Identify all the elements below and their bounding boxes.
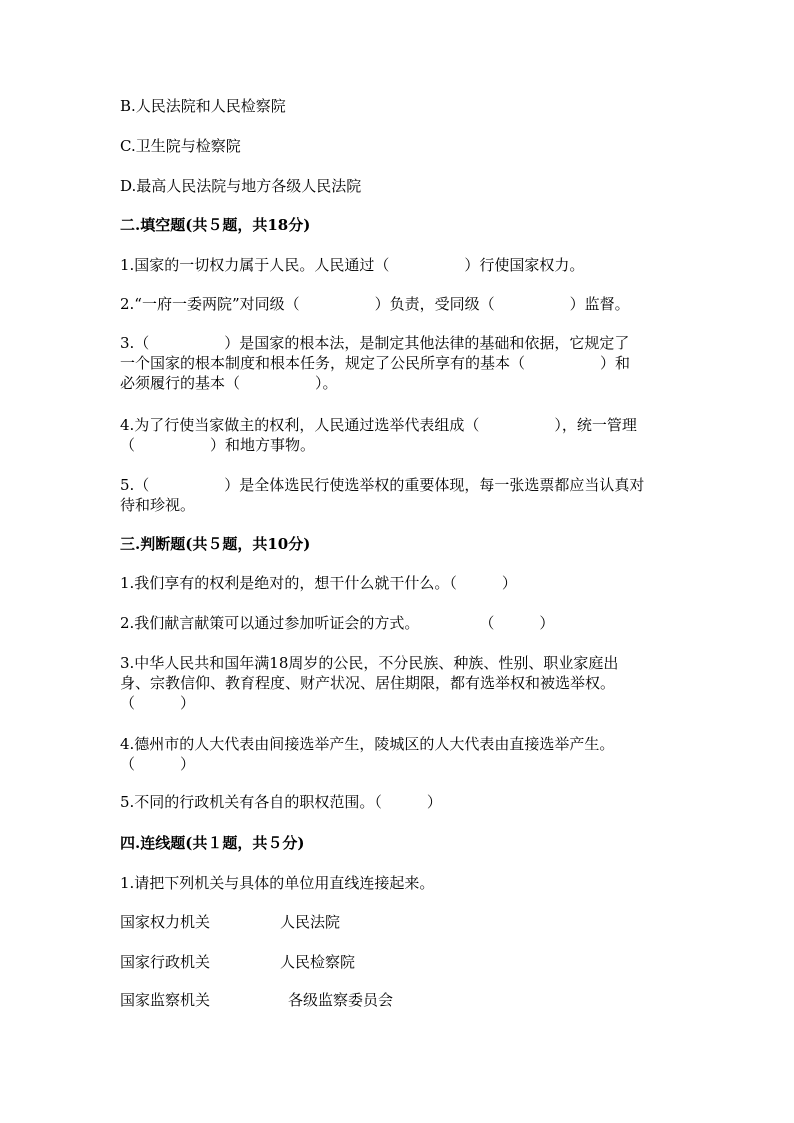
fill-question-5-line-1: 5.（ ）是全体选民行使选举权的重要体现，每一张选票都应当认真对 — [120, 476, 645, 494]
judgment-question-3-line-3: （ ） — [120, 694, 196, 712]
matching-question-1: 1.请把下列机关与具体的单位用直线连接起来。 — [120, 874, 435, 892]
section-judgment-heading: 三.判断题(共５题，共10分) — [120, 535, 311, 553]
judgment-question-4-line-2: （ ） — [120, 755, 196, 773]
section-matching-heading: 四.连线题(共１题，共５分) — [120, 834, 305, 852]
fill-question-5-line-2: 待和珍视。 — [120, 496, 196, 514]
matching-left-item: 国家行政机关 — [120, 953, 211, 971]
fill-question-1: 1.国家的一切权力属于人民。人民通过（ ）行使国家权力。 — [120, 256, 585, 274]
matching-right-item: 人民检察院 — [280, 953, 356, 971]
matching-left-item: 国家监察机关 — [120, 991, 211, 1009]
matching-right-item: 人民法院 — [280, 913, 341, 931]
fill-question-3-line-2: 一个国家的根本制度和根本任务，规定了公民所享有的基本（ ）和 — [120, 354, 631, 372]
matching-left-item: 国家权力机关 — [120, 913, 211, 931]
judgment-question-3-line-2: 身、宗教信仰、教育程度、财产状况、居住期限，都有选举权和被选举权。 — [120, 674, 616, 692]
judgment-question-5: 5.不同的行政机关有各自的职权范围。（ ） — [120, 793, 442, 811]
fill-question-2: 2.“一府一委两院”对同级（ ）负责，受同级（ ）监督。 — [120, 295, 630, 313]
fill-question-4-line-1: 4.为了行使当家做主的权利，人民通过选举代表组成（ ），统一管理 — [120, 416, 637, 434]
matching-right-item: 各级监察委员会 — [288, 991, 394, 1009]
fill-question-3-line-3: 必须履行的基本（ ）。 — [120, 374, 338, 392]
choice-d: D.最高人民法院与地方各级人民法院 — [120, 177, 362, 195]
judgment-question-2: 2.我们献言献策可以通过参加听证会的方式。 （ ） — [120, 614, 555, 632]
judgment-question-1: 1.我们享有的权利是绝对的，想干什么就干什么。（ ） — [120, 574, 517, 592]
choice-c: C.卫生院与检察院 — [120, 137, 241, 155]
choice-b: B.人民法院和人民检察院 — [120, 97, 286, 115]
judgment-question-3-line-1: 3.中华人民共和国年满18周岁的公民，不分民族、种族、性别、职业家庭出 — [120, 654, 619, 672]
fill-question-4-line-2: （ ）和地方事物。 — [120, 436, 316, 454]
section-fill-in-heading: 二.填空题(共５题，共18分) — [120, 216, 311, 234]
judgment-question-4-line-1: 4.德州市的人大代表由间接选举产生，陵城区的人大代表由直接选举产生。 — [120, 735, 615, 753]
fill-question-3-line-1: 3.（ ）是国家的根本法，是制定其他法律的基础和依据，它规定了 — [120, 334, 630, 352]
